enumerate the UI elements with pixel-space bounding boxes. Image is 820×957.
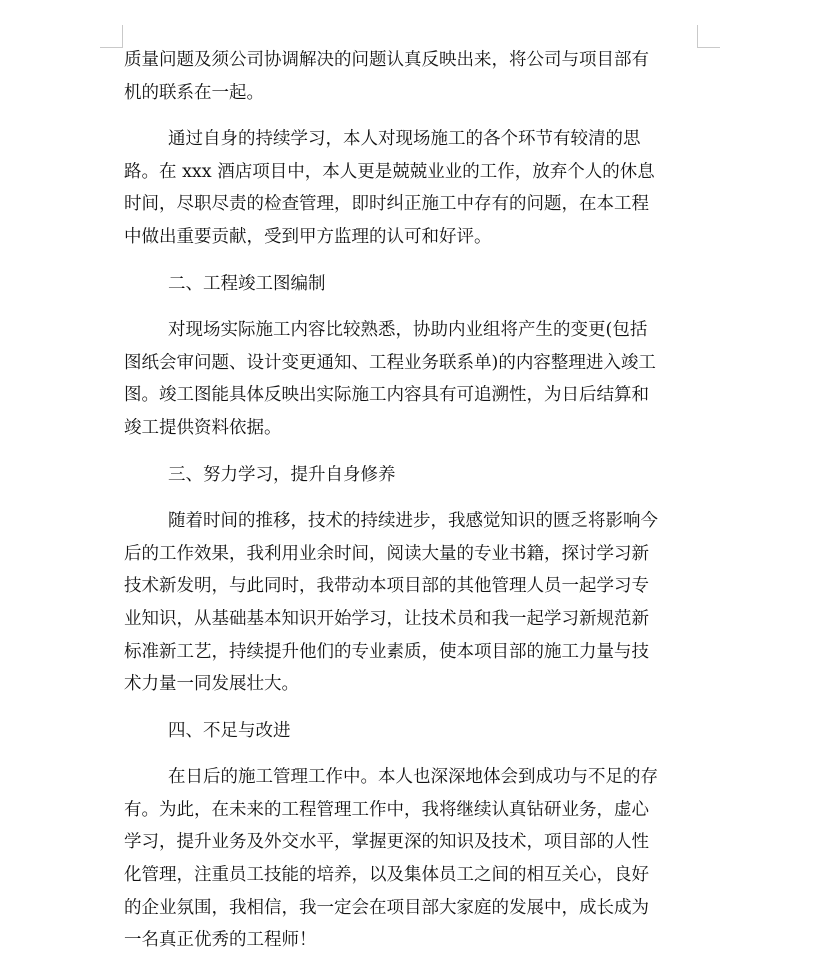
document-body[interactable] <box>124 44 698 957</box>
section-heading-as-built-drawings: 二、工程竣工图编制 <box>168 273 326 294</box>
crop-mark-top-left <box>100 25 123 48</box>
paragraph-self-improvement: 随着时间的推移，技术的持续进步，我感觉知识的匮乏将影响今 后的工作效果，我利用业余时间，阅读大量的专业书籍，探讨学习新 技术新发明，与此同时，我带动本项目部的其他管理人员一起学习专 业知识，从基础基本知识开始学习，让技术员和我一起学习新规范新 标准新工艺，持续提升他们的专业素质，使本项目部的施工力量与技 术力量一同发展壮大。 <box>124 511 658 695</box>
crop-mark-top-right <box>697 25 720 48</box>
paragraph-continuous-learning: 通过自身的持续学习，本人对现场施工的各个环节有较清的思 路。在 xxx 酒店项目中，本人更是兢兢业业的工作，放弃个人的休息 时间，尽职尽责的检查管理，即时纠正施工中存有的问题，在本工程 中做出重要贡献，受到甲方监理的认可和好评。 <box>124 129 655 247</box>
paragraph-shortcomings: 在日后的施工管理工作中。本人也深深地体会到成功与不足的存 有。为此，在未来的工程管理工作中，我将继续认真钻研业务，虚心 学习，提升业务及外交水平，掌握更深的知识及技术，项目部的人性 化管理，注重员工技能的培养，以及集体员工之间的相互关心，良好 的企业氛围，我相信，我一定会在项目部大家庭的发展中，成长成为 一名真正优秀的工程师！ <box>124 767 658 951</box>
paragraph-as-built-drawings: 对现场实际施工内容比较熟悉，协助内业组将产生的变更(包括 图纸会审问题、设计变更通知、工程业务联系单)的内容整理进入竣工 图。竣工图能具体反映出实际施工内容具有可追溯性，为日后结算和 竣工提供资料依据。 <box>124 320 656 438</box>
section-heading-shortcomings: 四、不足与改进 <box>168 720 291 741</box>
paragraph-intro-continuation: 质量问题及须公司协调解决的问题认真反映出来，将公司与项目部有 机的联系在一起。 <box>124 50 649 103</box>
section-heading-self-improvement: 三、努力学习，提升自身修养 <box>168 464 396 485</box>
